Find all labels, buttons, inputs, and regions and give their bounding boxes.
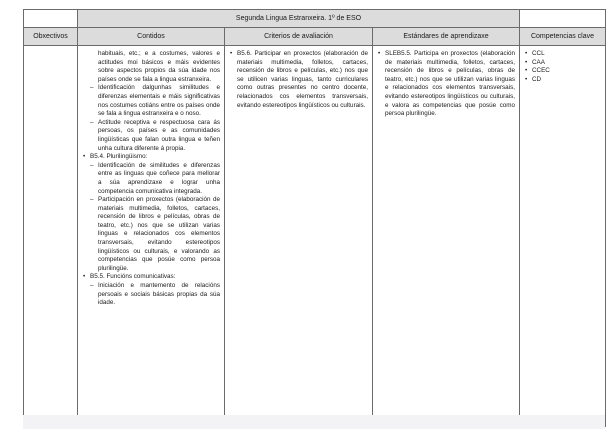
list-item: • B5.6. Participar en proxectos (elaboración de materiais multimedia, folletos, cartaces, recensión de libros e películas, etc.) nos que se utilicen varias linguas, tanto curriculares como outras presentes no centro docente, relacionados cos elementos transversais, evitando estereotipos lingüísticos ou culturais.: [237, 50, 368, 110]
criterios-cell: [225, 46, 373, 427]
column-header-row: [24, 28, 606, 46]
header-contidos: Contidos: [78, 28, 225, 46]
list-item: – Actitude receptiva e respectuosa cara ás persoas, os países e as comunidades lingüísticas que falan outra lingua e teñen unha cultura diferente á propia.: [98, 119, 220, 153]
competencia-item: • CCEC: [532, 67, 601, 76]
table-title-row: [24, 10, 606, 28]
curriculum-table-container: [23, 9, 606, 427]
page-bottom-shade: [23, 415, 605, 429]
contidos-cell: [78, 46, 225, 427]
competencia-item: • CCL: [532, 50, 601, 59]
block-b55-title: B5.5. Funcións comunicativas:: [90, 273, 176, 281]
table-body-row: [24, 46, 606, 427]
contidos-sublist-b: [90, 162, 220, 274]
curriculum-table: [23, 9, 606, 427]
list-item: – Identificación de similitudes e diferenzas entre as linguas que coñece para mellorar a súa aprendizaxe e lograr unha competencia comunicativa integrada.: [98, 162, 220, 196]
criterios-list: [228, 50, 368, 110]
block-b54-title: B5.4. Plurilingüismo:: [90, 153, 148, 161]
estandares-cell: [373, 46, 520, 427]
contidos-sublist-a: [81, 84, 220, 153]
list-item: – Participación en proxectos (elaboración de materiais multimedia, folletos, cartaces, recensión de libros e películas, obras de teatro, etc.) nos que se utilizan varias linguas e relacionados cos elementos transversais, evitando estereotipos lingüísticos ou culturais, e valorando as competencias que posúe como persoa plurilingüe.: [98, 196, 220, 273]
title-row-blank-cell: [24, 10, 78, 28]
list-item: – Iniciación e mantemento de relacións persoais e sociais básicas propias da súa idade.: [98, 282, 220, 308]
list-item: – Identificación dalgunhas similitudes e diferenzas elementais e máis significativas nos costumes cotiáns entre os países onde se fala a lingua estranxeira e o noso.: [98, 84, 220, 118]
obxectivos-cell: [24, 46, 78, 427]
table-title: Segunda Lingua Estranxeira. 1º de ESO: [78, 10, 520, 28]
contidos-sublist-c: [90, 282, 220, 308]
header-estandares: Estándares de aprendizaxe: [373, 28, 520, 46]
list-item: • SLEB5.5. Participa en proxectos (elaboración de materiais multimedia, folletos, cartaces, recensión de libros e películas, obras de teatro, etc.) nos que se utilizan varias linguas e relacionados cos elementos transversais, evitando estereotipos lingüísticos ou culturais, e valora as competencias que posúe como persoa plurilingüe.: [385, 50, 515, 119]
header-obxectivos: Obxectivos: [24, 28, 78, 46]
contidos-blocks: [81, 153, 220, 308]
title-row-blank-cell-right: [520, 10, 606, 28]
block-b54: [90, 153, 220, 273]
contidos-continuation: habituais, etc.; e a costumes, valores e actitudes moi básicos e máis evidentes sobre aspectos propios da súa idade nos países onde se fala a lingua estranxeira.: [98, 50, 220, 83]
block-b55: [90, 273, 220, 307]
header-competencias: Competencias clave: [520, 28, 606, 46]
competencia-item: • CD: [532, 76, 601, 85]
estandares-list: [376, 50, 515, 119]
header-criterios: Criterios de avaliación: [225, 28, 373, 46]
competencias-list: [523, 50, 601, 84]
competencia-item: • CAA: [532, 59, 601, 68]
competencias-cell: [520, 46, 606, 427]
